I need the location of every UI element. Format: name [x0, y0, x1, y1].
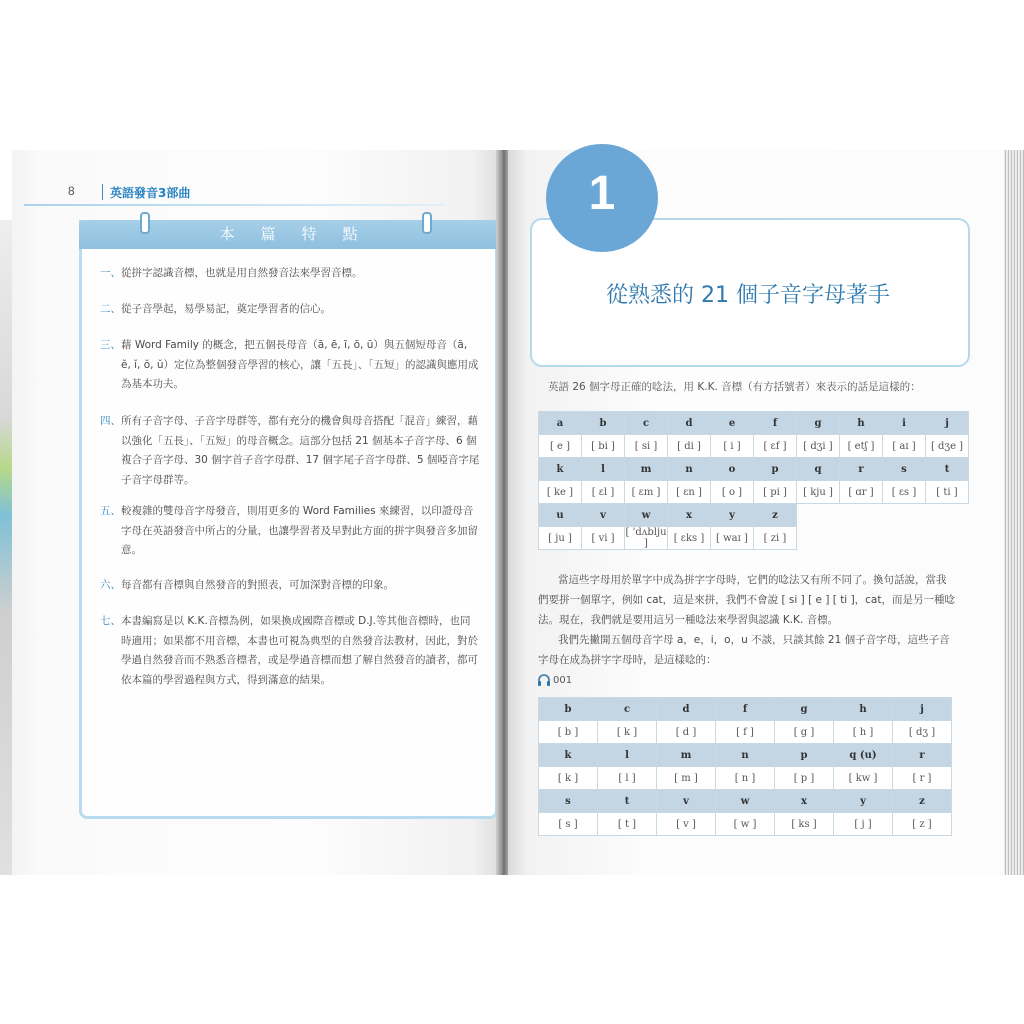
feature-text: 藉 Word Family 的概念，把五個長母音（ā, ē, ī, ō, ū）與五個短母音（ă, ĕ, ĭ, ŏ, ŭ）定位為整個發音學習的核心，讓「五長」、「五短」的認識與應用成為基本功夫。 [121, 339, 479, 390]
headphone-icon [537, 674, 551, 686]
features-panel-title: 本篇特點 [219, 225, 384, 243]
table-cell: u [539, 504, 582, 527]
table-cell: [ w ] [716, 813, 775, 836]
table-cell-empty [840, 504, 883, 527]
table-cell: j [893, 698, 952, 721]
table-cell: n [668, 458, 711, 481]
table-cell: [ 'dʌblju ] [625, 527, 667, 549]
table-row [539, 767, 952, 790]
table-cell: k [539, 744, 598, 767]
feature-text: 每音都有音標與自然發音的對照表，可加深對音標的印象。 [121, 579, 394, 591]
table-cell: [ si ] [625, 435, 668, 458]
table-cell: [ dʒe ] [926, 435, 969, 458]
intro-text: 英語 26 個字母正確的唸法，用 K.K. 音標（有方括號者）來表示的話是這樣的： [548, 381, 921, 393]
table-cell: [ di ] [668, 435, 711, 458]
table-cell: [ vi ] [582, 527, 625, 550]
feature-number: 六、 [100, 579, 121, 591]
table-cell: [ m ] [657, 767, 716, 790]
table-cell: [ h ] [834, 721, 893, 744]
table-cell: [ s ] [539, 813, 598, 836]
header-divider [102, 184, 103, 200]
chapter-number: 1 [588, 167, 616, 220]
table-cell: v [657, 790, 716, 813]
table-cell: [ l ] [598, 767, 657, 790]
table-cell: n [716, 744, 775, 767]
table-cell: [ ke ] [539, 481, 582, 504]
table-cell: f [716, 698, 775, 721]
table-cell: [ j ] [834, 813, 893, 836]
table-row [539, 744, 952, 767]
table-cell: q (u) [834, 744, 893, 767]
page-edge-left [0, 220, 12, 875]
table-cell: [ o ] [711, 481, 754, 504]
table-cell: [ ju ] [539, 527, 582, 550]
table-cell: y [834, 790, 893, 813]
table-cell: z [893, 790, 952, 813]
table-row [539, 698, 952, 721]
table-cell: [ ɛf ] [754, 435, 797, 458]
feature-number: 五、 [100, 505, 121, 517]
table-cell-empty [797, 527, 840, 550]
binder-ring-icon [140, 212, 150, 234]
table-cell: o [711, 458, 754, 481]
table-cell: [ kju ] [797, 481, 840, 504]
alphabet-table [538, 411, 969, 550]
table-cell: x [775, 790, 834, 813]
table-cell: t [926, 458, 969, 481]
feature-number: 一、 [100, 267, 121, 279]
table-cell: r [893, 744, 952, 767]
table-cell-empty [926, 504, 969, 527]
table-cell: a [539, 412, 582, 435]
audio-track[interactable] [537, 674, 572, 686]
table-cell: [ v ] [657, 813, 716, 836]
feature-number: 二、 [100, 303, 121, 315]
table-cell: k [539, 458, 582, 481]
table-row [539, 721, 952, 744]
table-cell-empty [883, 504, 926, 527]
book-title: 英語發音3部曲 [110, 186, 191, 200]
table-cell: [ waɪ ] [711, 527, 754, 550]
table-cell: b [539, 698, 598, 721]
table-cell: c [625, 412, 668, 435]
table-row [539, 790, 952, 813]
table-cell: t [598, 790, 657, 813]
chapter-title: 從熟悉的 21 個子音字母著手 [606, 283, 890, 308]
table-cell: [ z ] [893, 813, 952, 836]
table-cell: [ ti ] [926, 481, 969, 504]
table-cell: [ b ] [539, 721, 598, 744]
feature-number: 四、 [100, 415, 121, 427]
feature-text: 從子音學起，易學易記，奠定學習者的信心。 [121, 303, 331, 315]
table-cell: [ ks ] [775, 813, 834, 836]
table-cell: s [539, 790, 598, 813]
feature-item [100, 412, 480, 490]
table-cell: w [625, 504, 668, 527]
table-cell: g [775, 698, 834, 721]
left-page [12, 150, 502, 875]
table-cell-empty [797, 504, 840, 527]
table-cell: e [711, 412, 754, 435]
table-row [539, 504, 969, 527]
table-cell: m [657, 744, 716, 767]
feature-item [100, 300, 480, 320]
table-cell: m [625, 458, 668, 481]
audio-track-label: 001 [553, 674, 573, 686]
table-cell: [ etʃ ] [840, 435, 883, 458]
feature-item [100, 576, 480, 596]
header-rule [24, 204, 444, 206]
table-cell: i [883, 412, 926, 435]
table-cell: p [775, 744, 834, 767]
table-cell: j [926, 412, 969, 435]
table-cell: r [840, 458, 883, 481]
table-cell: [ pi ] [754, 481, 797, 504]
table-cell: p [754, 458, 797, 481]
table-cell: [ ɛl ] [582, 481, 625, 504]
table-cell: [ ɛn ] [668, 481, 711, 504]
table-cell: v [582, 504, 625, 527]
table-cell: [ dʒi ] [797, 435, 840, 458]
table-row [539, 412, 969, 435]
table-cell: [ d ] [657, 721, 716, 744]
table-cell: [ zi ] [754, 527, 797, 550]
table-row [539, 527, 969, 550]
table-cell: [ p ] [775, 767, 834, 790]
table-cell: [ e ] [539, 435, 582, 458]
table-cell: x [668, 504, 711, 527]
table-cell: y [711, 504, 754, 527]
feature-text: 較複雜的雙母音字母發音，則用更多的 Word Families 來練習，以印證母音字母在英語發音中所占的分量，也讓學習者及早對此方面的拼字與發音多加留意。 [121, 505, 478, 556]
body-paragraph: 當這些字母用於單字中成為拼字字母時，它們的唸法又有所不同了。換句話說，當我們要拼一個單字，例如 cat，這是來拼，我們不會說 [ si ] [ e ] [ ti ]，cat，而是另一種唸法。現在，我們就是要用這另一種唸法來學習與認識 K.K. 音標。 [538, 574, 955, 626]
table-cell: b [582, 412, 625, 435]
table-cell: [ kw ] [834, 767, 893, 790]
feature-item [100, 264, 480, 284]
table-cell: [ ɛks ] [668, 527, 711, 550]
consonant-table [538, 697, 952, 836]
page-number: 8 [68, 184, 75, 198]
table-cell: [ t ] [598, 813, 657, 836]
table-cell-empty [883, 527, 926, 550]
table-cell: [ k ] [539, 767, 598, 790]
table-row [539, 481, 969, 504]
table-cell: [ r ] [893, 767, 952, 790]
table-cell: [ ɛs ] [883, 481, 926, 504]
table-cell: [ f ] [716, 721, 775, 744]
table-cell-empty [926, 527, 969, 550]
table-cell: [ ɑr ] [840, 481, 883, 504]
table-cell: g [797, 412, 840, 435]
table-cell: [ dʒ ] [893, 721, 952, 744]
table-cell: [ n ] [716, 767, 775, 790]
table-cell: q [797, 458, 840, 481]
table-row [539, 435, 969, 458]
table-cell: [ ɛm ] [625, 481, 668, 504]
body-paragraph: 我們先撇開五個母音字母 a，e，i，o，u 不談，只談其餘 21 個子音字母，這些子音字母在成為拼字字母時，是這樣唸的： [538, 634, 950, 666]
table-row [539, 458, 969, 481]
feature-text: 本書編寫是以 K.K.音標為例，如果換成國際音標或 D.J.等其他音標時，也同時適用；如果都不用音標，本書也可視為典型的自然發音法教材，因此，對於學過自然發音而不熟悉音標者，或是學過音標而想了解自然發音的讀者，都可依本篇的學習過程與方式，得到滿意的結果。 [121, 615, 478, 686]
book-spread [0, 150, 1024, 875]
table-cell: l [582, 458, 625, 481]
table-cell: l [598, 744, 657, 767]
table-cell: d [657, 698, 716, 721]
page-edge-right [1004, 150, 1024, 875]
binder-ring-icon [422, 212, 432, 234]
feature-item [100, 612, 480, 690]
table-cell: [ i ] [711, 435, 754, 458]
feature-text: 所有子音字母、子音字母群等，都有充分的機會與母音搭配「混音」練習，藉以強化「五長」、「五短」的母音概念。這部分包括 21 個基本子音字母、6 個複合子音字母、30 個字首子音字母群、17 個字尾子音字母群、5 個啞音字尾子音字母群等。 [121, 415, 480, 486]
table-cell: [ k ] [598, 721, 657, 744]
table-cell: d [668, 412, 711, 435]
feature-item [100, 336, 480, 395]
feature-number: 七、 [100, 615, 121, 627]
table-cell: [ bi ] [582, 435, 625, 458]
table-cell: h [840, 412, 883, 435]
table-cell: f [754, 412, 797, 435]
table-cell: z [754, 504, 797, 527]
table-cell: w [716, 790, 775, 813]
table-cell: [ aɪ ] [883, 435, 926, 458]
table-cell-empty [840, 527, 883, 550]
table-cell: [ g ] [775, 721, 834, 744]
table-cell: s [883, 458, 926, 481]
table-cell: c [598, 698, 657, 721]
table-cell: h [834, 698, 893, 721]
feature-text: 從拼字認識音標，也就是用自然發音法來學習音標。 [121, 267, 363, 279]
feature-item [100, 502, 480, 561]
feature-number: 三、 [100, 339, 121, 351]
table-row [539, 813, 952, 836]
